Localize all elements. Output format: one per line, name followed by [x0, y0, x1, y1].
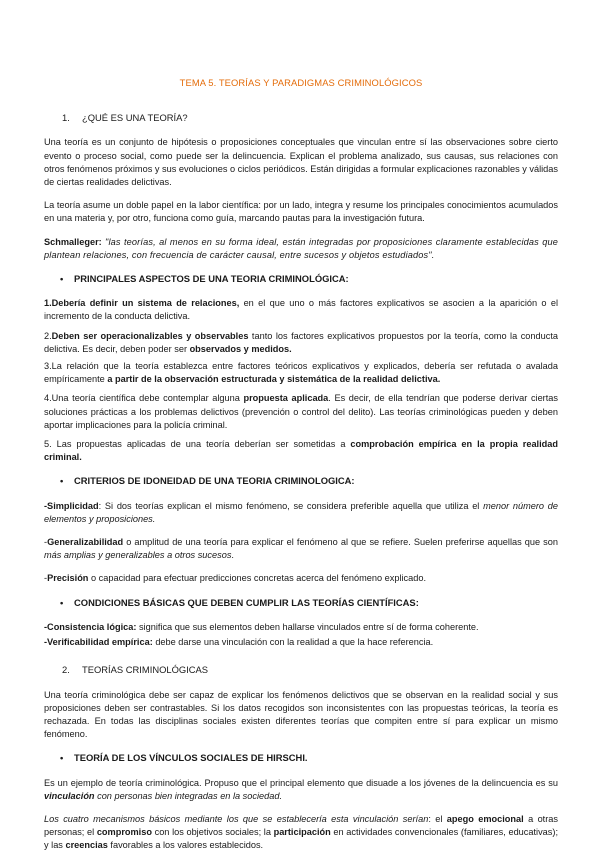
quote-schmalleger: Schmalleger: "las teorías, al menos en su forma ideal, están integradas por proposiciones claramente establecidas que plantean relaciones, con frecuencia de carácter causal, entre sucesos y objetos estudiados".	[44, 236, 558, 260]
criterion-simplicity: -Simplicidad: Si dos teorías explican el mismo fenómeno, se considera preferible aquella que utiliza el menor número de elementos y proposiciones.	[44, 500, 558, 524]
bullet-heading-aspects: • PRINCIPALES ASPECTOS DE UNA TEORIA CRIMINOLÓGICA:	[60, 273, 349, 285]
bullet-heading-hirschi: • TEORÍA DE LOS VÍNCULOS SOCIALES DE HIRSCHI.	[60, 752, 308, 764]
paragraph-hirschi-mechanisms: Los cuatro mecanismos básicos mediante los que se establecería esta vinculación serían: el apego emocional a otras personas; el compromiso con los objetivos sociales; la participación en actividades convencionales (familiares, educativas); y las creencias favorables a los valores establecidos.	[44, 813, 558, 851]
document-title: TEMA 5. TEORÍAS Y PARADIGMAS CRIMINOLÓGICOS	[179, 77, 423, 88]
bullet-heading-conditions: • CONDICIONES BÁSICAS QUE DEBEN CUMPLIR LAS TEORÍAS CIENTÍFICAS:	[60, 596, 419, 608]
criterion-generalizability: -Generalizabilidad o amplitud de una teoría para explicar el fenómeno al que se refiere. Suelen preferirse aquellas que son más amplias y generalizables a otros sucesos.	[44, 537, 558, 561]
paragraph-theory-role: La teoría asume un doble papel en la labor científica: por un lado, integra y resume los principales conocimientos acumulados en una materia y, por otro, funciona como guía, marcando pautas para la investigación futura.	[44, 200, 558, 224]
paragraph-criminological-theory: Una teoría criminológica debe ser capaz de explicar los fenómenos delictivos que se observan en la realidad social y sus proposiciones deben ser contrastables. Si los datos recogidos son inconsistentes con las propuestas teóricas, la teoría es rechazada. En todas las disciplinas sociales existen diferentes teorías que compiten entre sí para explicar un mismo fenómeno.	[44, 689, 558, 740]
document-page	[44, 76, 558, 863]
bullet-heading-criteria: • CRITERIOS DE IDONEIDAD DE UNA TEORIA CRIMINOLOGICA:	[60, 475, 355, 487]
section-2-heading: 2. TEORÍAS CRIMINOLÓGICAS	[62, 664, 209, 676]
criterion-precision: -Precisión o capacidad para efectuar predicciones concretas acerca del fenómeno explicado.	[44, 573, 427, 584]
aspect-item-2: 2.Deben ser operacionalizables y observables tanto los factores explicativos propuestos por la teoría, como la conducta delictiva. Es decir, deben poder ser observados y medidos.	[44, 330, 558, 354]
paragraph-hirschi-example: Es un ejemplo de teoría criminológica. Propuso que el principal elemento que disuade a los jóvenes de la delincuencia es su vinculación con personas bien integradas en la sociedad.	[44, 777, 558, 801]
paragraph-theory-definition: Una teoría es un conjunto de hipótesis o proposiciones conceptuales que vinculan entre sí las observaciones sobre cierto evento o proceso social, como puede ser la delincuencia. Explican el problema analizado, sus causas, sus relaciones con otros fenómenos próximos y sus evoluciones o ciclos periódicos. Están dirigidas a formular explicaciones razonables y válidas de ciertas realidades delictivas.	[44, 137, 558, 188]
condition-empirical-verifiability: -Verificabilidad empírica: debe darse una vinculación con la realidad a que la hace referencia.	[44, 637, 434, 648]
aspect-item-4: 4.Una teoría científica debe contemplar alguna propuesta aplicada. Es decir, de ella tendrían que poderse derivar ciertas soluciones prácticas a los problemas delictivos (prevención o control del delito). Las teorías criminológicas pueden y deben aportar implicaciones para la policía criminal.	[44, 393, 559, 430]
aspect-item-5: 5. Las propuestas aplicadas de una teoría deberían ser sometidas a comprobación empírica en la propia realidad criminal.	[44, 439, 559, 463]
section-1-heading: 1. ¿QUÉ ES UNA TEORÍA?	[62, 112, 188, 124]
condition-logical-consistency: -Consistencia lógica: significa que sus elementos deben hallarse vinculados entre sí de forma coherente.	[44, 621, 479, 632]
aspect-item-1: 1.Debería definir un sistema de relaciones, en el que uno o más factores explicativos se asocien a la aparición o el incremento de la conducta delictiva.	[44, 298, 558, 322]
aspect-item-3: 3.La relación que la teoría establezca entre factores teóricos explicativos y explicados, debería ser refutada o avalada empíricamente a partir de la observación estructurada y sistemática de la realidad delictiva.	[44, 361, 558, 385]
